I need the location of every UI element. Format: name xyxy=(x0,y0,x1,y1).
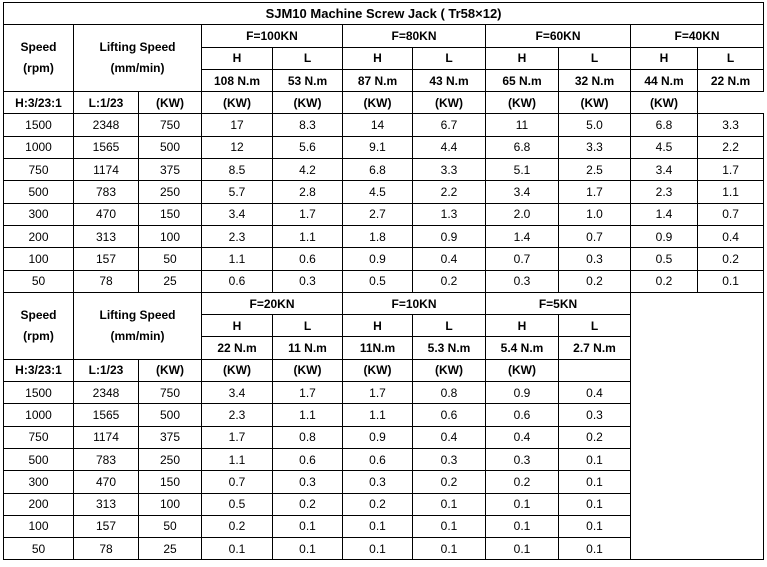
h-label: H xyxy=(486,315,559,337)
power-value: 0.4 xyxy=(486,426,559,448)
power-value: 0.3 xyxy=(273,270,343,292)
load-header: F=20KN xyxy=(202,292,343,314)
power-value: 17 xyxy=(202,114,273,136)
power-value: 0.2 xyxy=(486,471,559,493)
kw-unit: (KW) xyxy=(273,92,343,114)
power-value: 3.3 xyxy=(559,136,631,158)
power-value: 1.7 xyxy=(273,203,343,225)
l-label: L xyxy=(413,47,486,69)
speed-value: 300 xyxy=(4,471,74,493)
spec-table-body xyxy=(4,3,764,560)
power-value: 4.5 xyxy=(343,181,413,203)
power-value: 0.1 xyxy=(202,538,273,560)
power-value: 0.5 xyxy=(631,248,698,270)
h-label: H xyxy=(343,315,413,337)
l-label: L xyxy=(273,47,343,69)
power-value: 2.2 xyxy=(698,136,764,158)
power-value: 2.3 xyxy=(202,225,273,247)
speed-value: 500 xyxy=(4,448,74,470)
ratio-h-label: H:3/23:1 xyxy=(4,92,74,114)
lift-h-value: 1565 xyxy=(74,404,139,426)
lift-l-value: 100 xyxy=(139,493,202,515)
power-value: 6.8 xyxy=(343,159,413,181)
l-label: L xyxy=(273,315,343,337)
power-value: 1.1 xyxy=(698,181,764,203)
power-value: 1.7 xyxy=(559,181,631,203)
power-value: 1.7 xyxy=(698,159,764,181)
power-value: 0.3 xyxy=(559,404,631,426)
power-value: 1.4 xyxy=(486,225,559,247)
power-value: 2.3 xyxy=(202,404,273,426)
power-value: 5.7 xyxy=(202,181,273,203)
power-value: 0.2 xyxy=(413,471,486,493)
power-value: 0.8 xyxy=(413,382,486,404)
power-value: 0.1 xyxy=(698,270,764,292)
power-value: 0.2 xyxy=(559,270,631,292)
torque-l: 5.3 N.m xyxy=(413,337,486,359)
power-value: 0.8 xyxy=(273,426,343,448)
speed-value: 1000 xyxy=(4,136,74,158)
power-value: 0.7 xyxy=(698,203,764,225)
power-value: 5.6 xyxy=(273,136,343,158)
power-value: 0.4 xyxy=(413,248,486,270)
kw-unit: (KW) xyxy=(139,359,202,381)
power-value: 0.4 xyxy=(698,225,764,247)
lift-h-value: 783 xyxy=(74,448,139,470)
power-value: 11 xyxy=(486,114,559,136)
power-value: 2.7 xyxy=(343,203,413,225)
power-value: 0.2 xyxy=(202,515,273,537)
table-title: SJM10 Machine Screw Jack ( Tr58×12) xyxy=(4,3,764,25)
power-value: 0.6 xyxy=(202,270,273,292)
power-value: 2.3 xyxy=(631,181,698,203)
ratio-l-label: L:1/23 xyxy=(74,92,139,114)
speed-header xyxy=(4,292,74,359)
power-value: 3.3 xyxy=(413,159,486,181)
power-value: 0.2 xyxy=(273,493,343,515)
power-value: 6.7 xyxy=(413,114,486,136)
power-value: 0.9 xyxy=(343,426,413,448)
power-value: 0.6 xyxy=(413,404,486,426)
mmmin-label: (mm/min) xyxy=(110,61,165,76)
table-row xyxy=(4,159,764,181)
spec-table-container xyxy=(3,2,764,560)
power-value: 0.9 xyxy=(413,225,486,247)
table-row xyxy=(4,181,764,203)
lift-h-value: 2348 xyxy=(74,382,139,404)
torque-l: 2.7 N.m xyxy=(559,337,631,359)
power-value: 14 xyxy=(343,114,413,136)
power-value: 1.1 xyxy=(273,404,343,426)
power-value: 0.7 xyxy=(202,471,273,493)
power-value: 2.8 xyxy=(273,181,343,203)
kw-unit: (KW) xyxy=(202,92,273,114)
power-value: 0.1 xyxy=(559,515,631,537)
mmmin-label: (mm/min) xyxy=(110,328,165,343)
power-value: 4.4 xyxy=(413,136,486,158)
lift-h-value: 1565 xyxy=(74,136,139,158)
power-value: 0.9 xyxy=(631,225,698,247)
speed-value: 500 xyxy=(4,181,74,203)
power-value: 0.1 xyxy=(413,538,486,560)
load-header: F=5KN xyxy=(486,292,631,314)
h-label: H xyxy=(486,47,559,69)
h-label: H xyxy=(202,315,273,337)
lift-l-value: 50 xyxy=(139,515,202,537)
lift-l-value: 750 xyxy=(139,114,202,136)
kw-unit: (KW) xyxy=(559,92,631,114)
speed-label: Speed xyxy=(20,40,57,55)
power-value: 0.6 xyxy=(343,448,413,470)
power-value: 0.1 xyxy=(559,448,631,470)
l-label: L xyxy=(559,315,631,337)
power-value: 0.1 xyxy=(559,471,631,493)
lift-h-value: 78 xyxy=(74,270,139,292)
lift-h-value: 1174 xyxy=(74,426,139,448)
power-value: 3.3 xyxy=(698,114,764,136)
power-value: 0.3 xyxy=(486,448,559,470)
table-row xyxy=(4,225,764,247)
torque-h: 65 N.m xyxy=(486,69,559,91)
power-value: 0.1 xyxy=(343,538,413,560)
speed-value: 750 xyxy=(4,159,74,181)
power-value: 1.7 xyxy=(343,382,413,404)
lift-h-value: 157 xyxy=(74,248,139,270)
rpm-label: (rpm) xyxy=(23,61,54,76)
lift-h-value: 1174 xyxy=(74,159,139,181)
kw-unit: (KW) xyxy=(343,92,413,114)
power-value: 1.1 xyxy=(202,248,273,270)
l-label: L xyxy=(559,47,631,69)
torque-h: 87 N.m xyxy=(343,69,413,91)
load-header: F=10KN xyxy=(343,292,486,314)
power-value: 1.8 xyxy=(343,225,413,247)
power-value: 0.6 xyxy=(273,248,343,270)
h-label: H xyxy=(631,47,698,69)
lift-l-value: 500 xyxy=(139,136,202,158)
lift-l-value: 750 xyxy=(139,382,202,404)
power-value: 6.8 xyxy=(486,136,559,158)
torque-h: 22 N.m xyxy=(202,337,273,359)
kw-unit: (KW) xyxy=(413,92,486,114)
table-row xyxy=(4,270,764,292)
power-value: 0.1 xyxy=(413,515,486,537)
lift-l-value: 375 xyxy=(139,159,202,181)
power-value: 4.5 xyxy=(631,136,698,158)
power-value: 0.3 xyxy=(559,248,631,270)
power-value: 2.0 xyxy=(486,203,559,225)
power-value: 0.9 xyxy=(343,248,413,270)
h-label: H xyxy=(343,47,413,69)
table-row xyxy=(4,136,764,158)
torque-l: 11 N.m xyxy=(273,337,343,359)
lift-h-value: 313 xyxy=(74,225,139,247)
speed-value: 100 xyxy=(4,515,74,537)
table-row xyxy=(4,203,764,225)
power-value: 1.7 xyxy=(273,382,343,404)
power-value: 0.3 xyxy=(343,471,413,493)
torque-l: 32 N.m xyxy=(559,69,631,91)
power-value: 1.3 xyxy=(413,203,486,225)
speed-header xyxy=(4,25,74,92)
speed-value: 200 xyxy=(4,225,74,247)
torque-l: 53 N.m xyxy=(273,69,343,91)
power-value: 0.1 xyxy=(273,515,343,537)
speed-value: 100 xyxy=(4,248,74,270)
power-value: 0.6 xyxy=(273,448,343,470)
power-value: 3.4 xyxy=(486,181,559,203)
lift-h-value: 470 xyxy=(74,471,139,493)
power-value: 5.1 xyxy=(486,159,559,181)
torque-h: 5.4 N.m xyxy=(486,337,559,359)
kw-unit: (KW) xyxy=(343,359,413,381)
power-value: 0.1 xyxy=(559,493,631,515)
lift-h-value: 470 xyxy=(74,203,139,225)
torque-h: 11N.m xyxy=(343,337,413,359)
lift-l-value: 375 xyxy=(139,426,202,448)
lifting-speed-label: Lifting Speed xyxy=(99,40,176,55)
load-header: F=80KN xyxy=(343,25,486,47)
l-label: L xyxy=(698,47,764,69)
power-value: 0.6 xyxy=(486,404,559,426)
power-value: 12 xyxy=(202,136,273,158)
lift-h-value: 783 xyxy=(74,181,139,203)
power-value: 1.1 xyxy=(343,404,413,426)
rpm-label: (rpm) xyxy=(23,328,54,343)
power-value: 1.4 xyxy=(631,203,698,225)
power-value: 3.4 xyxy=(202,203,273,225)
kw-unit: (KW) xyxy=(202,359,273,381)
lift-l-value: 25 xyxy=(139,538,202,560)
torque-l: 22 N.m xyxy=(698,69,764,91)
power-value: 0.3 xyxy=(273,471,343,493)
load-header: F=60KN xyxy=(486,25,631,47)
speed-value: 1000 xyxy=(4,404,74,426)
table-row xyxy=(4,114,764,136)
power-value: 0.7 xyxy=(559,225,631,247)
power-value: 0.2 xyxy=(413,270,486,292)
power-value: 8.5 xyxy=(202,159,273,181)
power-value: 0.4 xyxy=(559,382,631,404)
power-value: 9.1 xyxy=(343,136,413,158)
speed-label: Speed xyxy=(20,307,57,322)
power-value: 4.2 xyxy=(273,159,343,181)
power-value: 0.2 xyxy=(631,270,698,292)
speed-value: 300 xyxy=(4,203,74,225)
speed-value: 750 xyxy=(4,426,74,448)
power-value: 6.8 xyxy=(631,114,698,136)
section1-units-row xyxy=(4,92,764,114)
kw-unit: (KW) xyxy=(631,92,698,114)
power-value: 0.4 xyxy=(413,426,486,448)
kw-unit: (KW) xyxy=(273,359,343,381)
table-row xyxy=(4,248,764,270)
power-value: 0.9 xyxy=(486,382,559,404)
title-row xyxy=(4,3,764,25)
power-value: 0.1 xyxy=(413,493,486,515)
power-value: 0.1 xyxy=(486,493,559,515)
kw-unit: (KW) xyxy=(139,92,202,114)
torque-h: 44 N.m xyxy=(631,69,698,91)
kw-unit: (KW) xyxy=(486,359,559,381)
power-value: 0.3 xyxy=(413,448,486,470)
lift-h-value: 157 xyxy=(74,515,139,537)
power-value: 0.1 xyxy=(486,515,559,537)
power-value: 1.1 xyxy=(273,225,343,247)
lift-l-value: 50 xyxy=(139,248,202,270)
load-header: F=100KN xyxy=(202,25,343,47)
power-value: 0.1 xyxy=(559,538,631,560)
l-label: L xyxy=(413,315,486,337)
power-value: 3.4 xyxy=(631,159,698,181)
lift-l-value: 150 xyxy=(139,471,202,493)
speed-value: 200 xyxy=(4,493,74,515)
lift-l-value: 100 xyxy=(139,225,202,247)
power-value: 0.7 xyxy=(486,248,559,270)
lifting-speed-label: Lifting Speed xyxy=(99,307,176,322)
speed-value: 50 xyxy=(4,270,74,292)
lifting-speed-header xyxy=(74,292,202,359)
screw-jack-spec-table xyxy=(3,2,764,560)
power-value: 5.0 xyxy=(559,114,631,136)
lift-l-value: 250 xyxy=(139,448,202,470)
lift-l-value: 500 xyxy=(139,404,202,426)
power-value: 3.4 xyxy=(202,382,273,404)
section1-load-row xyxy=(4,25,764,47)
power-value: 0.2 xyxy=(343,493,413,515)
ratio-h-label: H:3/23:1 xyxy=(4,359,74,381)
speed-value: 50 xyxy=(4,538,74,560)
lift-h-value: 2348 xyxy=(74,114,139,136)
power-value: 1.0 xyxy=(559,203,631,225)
h-label: H xyxy=(202,47,273,69)
kw-unit: (KW) xyxy=(486,92,559,114)
lift-l-value: 250 xyxy=(139,181,202,203)
lift-h-value: 78 xyxy=(74,538,139,560)
power-value: 0.2 xyxy=(559,426,631,448)
empty-cell xyxy=(631,292,764,560)
power-value: 0.5 xyxy=(202,493,273,515)
power-value: 1.1 xyxy=(202,448,273,470)
ratio-l-label: L:1/23 xyxy=(74,359,139,381)
power-value: 0.3 xyxy=(486,270,559,292)
lifting-speed-header xyxy=(74,25,202,92)
power-value: 0.1 xyxy=(273,538,343,560)
kw-unit: (KW) xyxy=(413,359,486,381)
lift-h-value: 313 xyxy=(74,493,139,515)
power-value: 1.7 xyxy=(202,426,273,448)
power-value: 0.1 xyxy=(343,515,413,537)
section2-load-row xyxy=(4,292,764,314)
lift-l-value: 150 xyxy=(139,203,202,225)
lift-l-value: 25 xyxy=(139,270,202,292)
power-value: 2.2 xyxy=(413,181,486,203)
load-header: F=40KN xyxy=(631,25,764,47)
power-value: 2.5 xyxy=(559,159,631,181)
torque-h: 108 N.m xyxy=(202,69,273,91)
power-value: 0.2 xyxy=(698,248,764,270)
power-value: 0.5 xyxy=(343,270,413,292)
power-value: 0.1 xyxy=(486,538,559,560)
power-value: 8.3 xyxy=(273,114,343,136)
speed-value: 1500 xyxy=(4,382,74,404)
torque-l: 43 N.m xyxy=(413,69,486,91)
speed-value: 1500 xyxy=(4,114,74,136)
